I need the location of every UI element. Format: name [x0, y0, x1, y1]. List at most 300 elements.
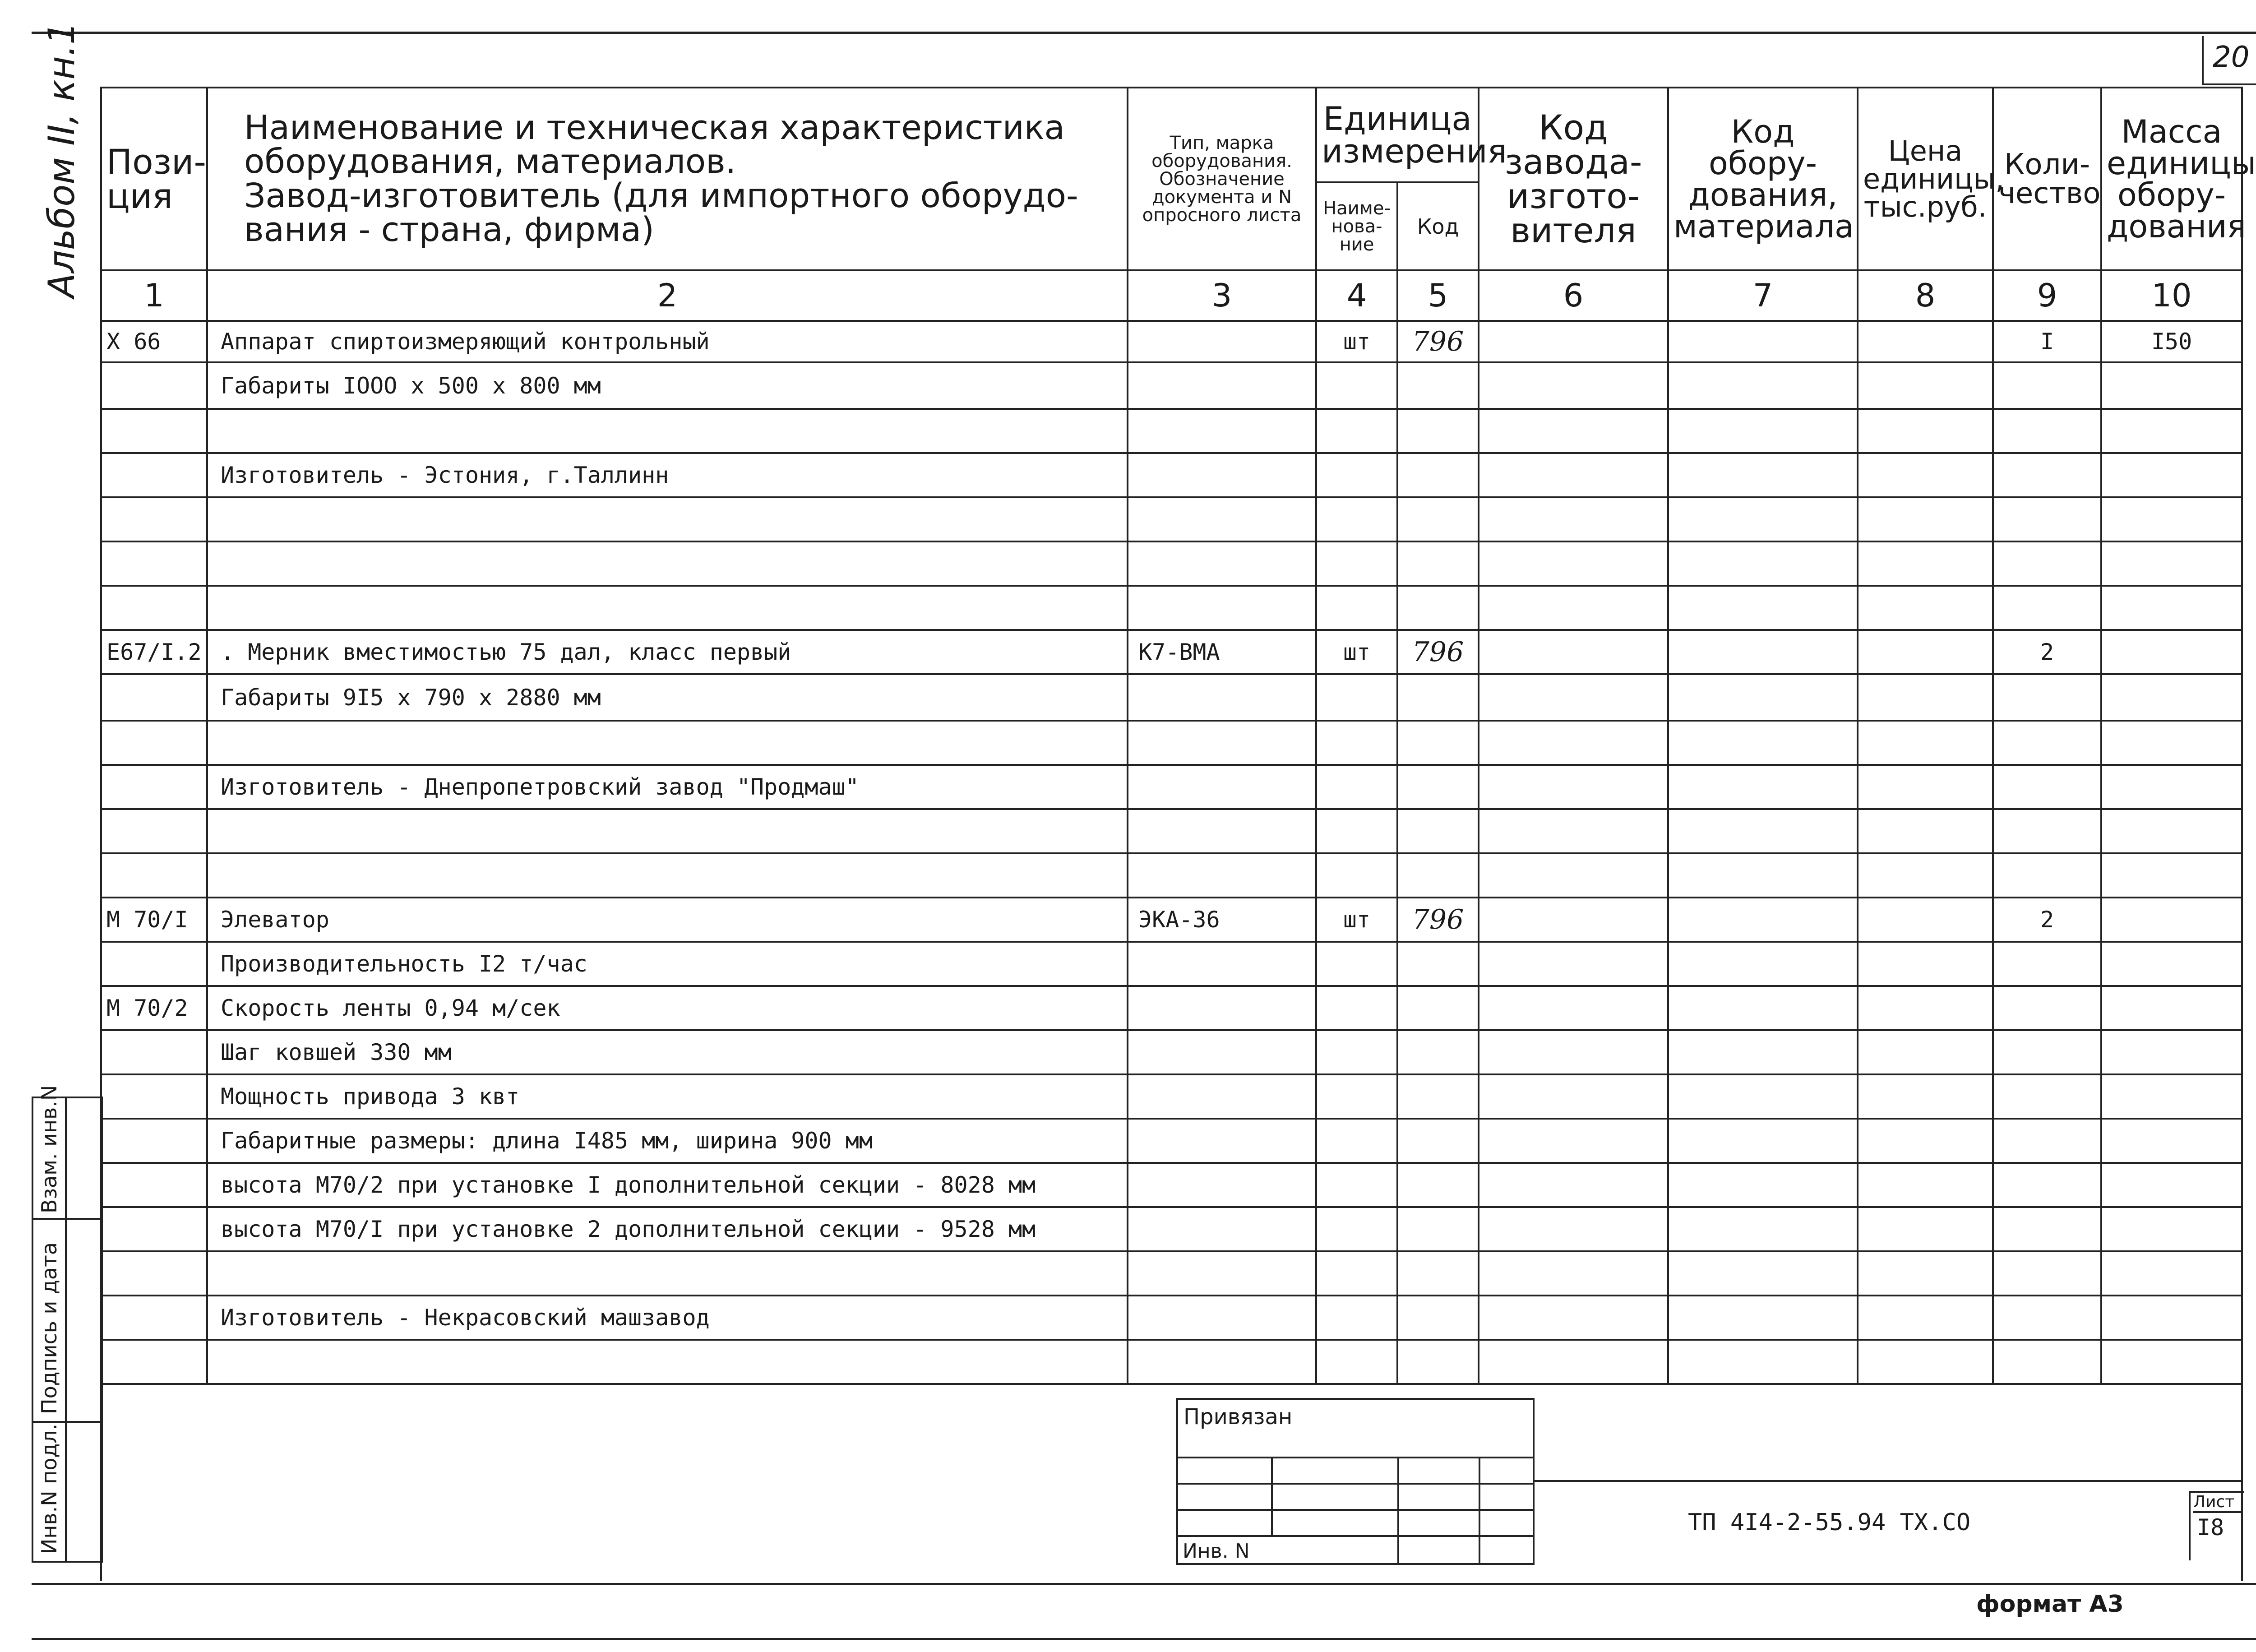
row-equipment-code	[1668, 898, 1858, 942]
specification-table	[100, 87, 2256, 1581]
row-description: Изготовитель - Некрасовский машзавод	[207, 1296, 1128, 1340]
bottom-border	[32, 1583, 2256, 1585]
row-unit-code	[1397, 1251, 1479, 1296]
row-equipment-code	[1668, 541, 1858, 586]
row-equipment-code	[1668, 986, 1858, 1030]
row-factory-code	[1479, 1074, 1668, 1119]
table-row	[101, 453, 2242, 497]
row-price	[1858, 721, 1993, 765]
row-type	[1128, 1119, 1316, 1163]
row-type	[1128, 1163, 1316, 1207]
row-position: M 70/I	[101, 898, 207, 942]
row-position	[101, 453, 207, 497]
row-price	[1858, 1030, 1993, 1074]
header-name-line3: Завод-изготовитель (для импортного оборудо-	[244, 176, 1078, 215]
header-type: Тип, марка оборудования. Обозначение документа и N опросного листа	[1128, 88, 1316, 270]
row-description	[207, 586, 1128, 630]
row-unit	[1316, 853, 1397, 898]
row-position	[101, 1340, 207, 1384]
header-price: Цена единицы, тыс.руб.	[1858, 88, 1993, 270]
row-quantity	[1993, 362, 2101, 409]
row-unit: шт	[1316, 898, 1397, 942]
row-price	[1858, 586, 1993, 630]
row-unit-code: 796	[1397, 630, 1479, 674]
row-unit	[1316, 942, 1397, 986]
col-number-9: 9	[1993, 270, 2101, 321]
row-position	[101, 362, 207, 409]
row-unit-code	[1397, 409, 1479, 453]
row-equipment-code	[1668, 765, 1858, 809]
row-position	[101, 1207, 207, 1251]
row-type	[1128, 765, 1316, 809]
row-equipment-code	[1668, 1207, 1858, 1251]
row-quantity: I	[1993, 321, 2101, 362]
row-mass	[2101, 1207, 2242, 1251]
row-price	[1858, 898, 1993, 942]
row-factory-code	[1479, 721, 1668, 765]
row-equipment-code	[1668, 586, 1858, 630]
row-equipment-code	[1668, 362, 1858, 409]
row-position	[101, 541, 207, 586]
row-quantity	[1993, 586, 2101, 630]
row-mass	[2101, 586, 2242, 630]
row-unit	[1316, 721, 1397, 765]
row-quantity	[1993, 1207, 2101, 1251]
row-unit	[1316, 1296, 1397, 1340]
col-number-6: 6	[1479, 270, 1668, 321]
row-factory-code	[1479, 1251, 1668, 1296]
row-unit-code	[1397, 1074, 1479, 1119]
row-unit-code	[1397, 809, 1479, 853]
row-price	[1858, 1119, 1993, 1163]
row-type	[1128, 1251, 1316, 1296]
row-unit	[1316, 1030, 1397, 1074]
row-position	[101, 1296, 207, 1340]
row-factory-code	[1479, 1163, 1668, 1207]
row-factory-code	[1479, 362, 1668, 409]
row-quantity	[1993, 809, 2101, 853]
row-quantity	[1993, 1340, 2101, 1384]
row-mass	[2101, 497, 2242, 541]
col-number-2: 2	[207, 270, 1128, 321]
row-mass	[2101, 1030, 2242, 1074]
row-description: высота M70/I при установке 2 дополнительной секции - 9528 мм	[207, 1207, 1128, 1251]
row-position	[101, 409, 207, 453]
row-type	[1128, 1296, 1316, 1340]
row-mass	[2101, 1074, 2242, 1119]
header-equipment-code: Код обору-дования, материала	[1668, 88, 1858, 270]
row-price	[1858, 674, 1993, 721]
row-unit-code	[1397, 986, 1479, 1030]
row-position: M 70/2	[101, 986, 207, 1030]
row-description: Габариты IOOO x 500 x 800 мм	[207, 362, 1128, 409]
side-stamp-signature: Подпись и дата	[37, 1242, 61, 1414]
row-equipment-code	[1668, 721, 1858, 765]
row-description	[207, 721, 1128, 765]
row-unit-code	[1397, 721, 1479, 765]
row-factory-code	[1479, 1340, 1668, 1384]
row-type	[1128, 1030, 1316, 1074]
row-position	[101, 497, 207, 541]
row-quantity: 2	[1993, 630, 2101, 674]
title-block	[1533, 1480, 2243, 1565]
row-description	[207, 497, 1128, 541]
top-border	[32, 32, 2256, 34]
row-position	[101, 1030, 207, 1074]
row-quantity	[1993, 453, 2101, 497]
row-equipment-code	[1668, 321, 1858, 362]
row-type	[1128, 1074, 1316, 1119]
specification-rows	[101, 321, 2242, 1384]
row-description: . Мерник вместимостью 75 дал, класс первый	[207, 630, 1128, 674]
table-row	[101, 1251, 2242, 1296]
row-type	[1128, 986, 1316, 1030]
row-price	[1858, 942, 1993, 986]
row-unit-code	[1397, 942, 1479, 986]
row-equipment-code	[1668, 674, 1858, 721]
col-number-5: 5	[1397, 270, 1479, 321]
stamp-attached-box	[1176, 1398, 1535, 1565]
row-description	[207, 541, 1128, 586]
row-type: ЭКА-36	[1128, 898, 1316, 942]
row-mass	[2101, 942, 2242, 986]
row-unit-code	[1397, 674, 1479, 721]
document-code: ТП 4I4-2-55.94 ТХ.СО	[1688, 1509, 1971, 1536]
row-position	[101, 809, 207, 853]
table-row	[101, 721, 2242, 765]
header-name-line1: Наименование и техническая характеристика	[244, 108, 1065, 147]
row-equipment-code	[1668, 630, 1858, 674]
row-unit	[1316, 1163, 1397, 1207]
row-position	[101, 942, 207, 986]
row-description	[207, 1251, 1128, 1296]
row-position	[101, 721, 207, 765]
row-mass	[2101, 986, 2242, 1030]
col-number-1: 1	[101, 270, 207, 321]
row-type	[1128, 721, 1316, 765]
row-price	[1858, 541, 1993, 586]
row-equipment-code	[1668, 1119, 1858, 1163]
side-stamp	[32, 1085, 103, 1563]
row-description	[207, 853, 1128, 898]
row-type	[1128, 409, 1316, 453]
row-price	[1858, 1296, 1993, 1340]
page-bottom-line	[32, 1638, 2256, 1640]
row-price	[1858, 497, 1993, 541]
row-price	[1858, 1074, 1993, 1119]
row-quantity	[1993, 497, 2101, 541]
corner-number-box	[2202, 36, 2256, 85]
table-row	[101, 541, 2242, 586]
row-factory-code	[1479, 986, 1668, 1030]
stamp-inv-label: Инв. N	[1183, 1540, 1250, 1563]
row-unit	[1316, 765, 1397, 809]
row-mass	[2101, 721, 2242, 765]
row-unit	[1316, 453, 1397, 497]
row-unit-code	[1397, 1296, 1479, 1340]
row-quantity	[1993, 942, 2101, 986]
row-factory-code	[1479, 674, 1668, 721]
row-equipment-code	[1668, 809, 1858, 853]
row-position	[101, 586, 207, 630]
row-unit	[1316, 1207, 1397, 1251]
row-quantity	[1993, 721, 2101, 765]
row-description: Габариты 9I5 x 790 x 2880 мм	[207, 674, 1128, 721]
row-unit-code: 796	[1397, 898, 1479, 942]
row-quantity	[1993, 1074, 2101, 1119]
row-quantity	[1993, 1030, 2101, 1074]
row-description: высота M70/2 при установке I дополнительной секции - 8028 мм	[207, 1163, 1128, 1207]
row-mass	[2101, 674, 2242, 721]
table-row	[101, 409, 2242, 453]
row-description	[207, 809, 1128, 853]
row-quantity	[1993, 409, 2101, 453]
row-type: К7-ВМА	[1128, 630, 1316, 674]
row-mass	[2101, 765, 2242, 809]
row-description: Скорость ленты 0,94 м/сек	[207, 986, 1128, 1030]
row-price	[1858, 1251, 1993, 1296]
header-name	[207, 88, 1128, 270]
row-price	[1858, 1340, 1993, 1384]
col-number-3: 3	[1128, 270, 1316, 321]
row-position	[101, 765, 207, 809]
row-type	[1128, 853, 1316, 898]
row-equipment-code	[1668, 1296, 1858, 1340]
table-row	[101, 630, 2242, 674]
row-price	[1858, 765, 1993, 809]
row-factory-code	[1479, 1296, 1668, 1340]
table-row	[101, 942, 2242, 986]
row-mass	[2101, 1296, 2242, 1340]
row-factory-code	[1479, 453, 1668, 497]
format-note: формат А3	[1976, 1591, 2124, 1618]
row-type	[1128, 321, 1316, 362]
row-unit-code	[1397, 453, 1479, 497]
row-unit: шт	[1316, 321, 1397, 362]
table-row	[101, 898, 2242, 942]
side-stamp-inv-orig: Инв.N подл.	[37, 1423, 61, 1554]
row-factory-code	[1479, 630, 1668, 674]
header-name-line2: оборудования, материалов.	[244, 142, 736, 181]
row-description: Мощность привода 3 квт	[207, 1074, 1128, 1119]
row-quantity	[1993, 1163, 2101, 1207]
row-mass	[2101, 809, 2242, 853]
row-description	[207, 1340, 1128, 1384]
table-row	[101, 809, 2242, 853]
row-factory-code	[1479, 497, 1668, 541]
row-mass	[2101, 1340, 2242, 1384]
row-mass	[2101, 409, 2242, 453]
row-unit	[1316, 986, 1397, 1030]
table-row	[101, 986, 2242, 1030]
row-mass	[2101, 453, 2242, 497]
row-position: X 66	[101, 321, 207, 362]
row-equipment-code	[1668, 409, 1858, 453]
table-row	[101, 1207, 2242, 1251]
row-equipment-code	[1668, 942, 1858, 986]
row-factory-code	[1479, 541, 1668, 586]
row-unit	[1316, 674, 1397, 721]
row-quantity	[1993, 541, 2101, 586]
row-price	[1858, 809, 1993, 853]
table-row	[101, 1119, 2242, 1163]
row-unit-code	[1397, 1030, 1479, 1074]
row-type	[1128, 453, 1316, 497]
header-name-line4: вания - страна, фирма)	[244, 210, 654, 249]
col-number-10: 10	[2101, 270, 2242, 321]
row-mass	[2101, 1119, 2242, 1163]
row-price	[1858, 1207, 1993, 1251]
row-type	[1128, 541, 1316, 586]
stamp-attached-label: Привязан	[1183, 1404, 1293, 1430]
row-type	[1128, 674, 1316, 721]
row-factory-code	[1479, 765, 1668, 809]
table-row	[101, 362, 2242, 409]
row-equipment-code	[1668, 1340, 1858, 1384]
row-mass	[2101, 630, 2242, 674]
header-unit-name: Наиме-нова-ние	[1316, 182, 1397, 270]
table-row	[101, 321, 2242, 362]
row-unit-code	[1397, 1207, 1479, 1251]
row-price	[1858, 453, 1993, 497]
table-row	[101, 853, 2242, 898]
row-equipment-code	[1668, 453, 1858, 497]
header-unit-code: Код	[1397, 182, 1479, 270]
row-quantity	[1993, 1251, 2101, 1296]
table-row	[101, 1340, 2242, 1384]
row-type	[1128, 1340, 1316, 1384]
row-type	[1128, 586, 1316, 630]
row-type	[1128, 362, 1316, 409]
row-quantity	[1993, 853, 2101, 898]
row-type	[1128, 497, 1316, 541]
row-price	[1858, 409, 1993, 453]
row-unit-code	[1397, 1119, 1479, 1163]
row-unit-code	[1397, 765, 1479, 809]
header-unit-group: Единица измерения	[1316, 88, 1479, 182]
table-row	[101, 674, 2242, 721]
table-row	[101, 586, 2242, 630]
row-unit	[1316, 1340, 1397, 1384]
row-position	[101, 1119, 207, 1163]
row-position	[101, 1074, 207, 1119]
row-position	[101, 1251, 207, 1296]
row-description: Производительность I2 т/час	[207, 942, 1128, 986]
row-factory-code	[1479, 898, 1668, 942]
row-quantity	[1993, 1119, 2101, 1163]
row-factory-code	[1479, 853, 1668, 898]
row-type	[1128, 1207, 1316, 1251]
row-price	[1858, 1163, 1993, 1207]
row-description	[207, 409, 1128, 453]
row-unit	[1316, 497, 1397, 541]
row-type	[1128, 809, 1316, 853]
row-quantity: 2	[1993, 898, 2101, 942]
table-row	[101, 1296, 2242, 1340]
row-unit-code	[1397, 853, 1479, 898]
row-mass	[2101, 1251, 2242, 1296]
row-description: Шаг ковшей 330 мм	[207, 1030, 1128, 1074]
row-unit-code	[1397, 497, 1479, 541]
row-description: Изготовитель - Днепропетровский завод "Продмаш"	[207, 765, 1128, 809]
row-equipment-code	[1668, 1251, 1858, 1296]
header-mass: Масса единицы обору-дования	[2101, 88, 2242, 270]
col-number-8: 8	[1858, 270, 1993, 321]
row-unit	[1316, 409, 1397, 453]
row-equipment-code	[1668, 1163, 1858, 1207]
row-equipment-code	[1668, 1030, 1858, 1074]
header-quantity: Коли-чество	[1993, 88, 2101, 270]
row-unit	[1316, 1251, 1397, 1296]
row-unit-code	[1397, 586, 1479, 630]
col-number-7: 7	[1668, 270, 1858, 321]
row-price	[1858, 321, 1993, 362]
row-factory-code	[1479, 1030, 1668, 1074]
row-unit	[1316, 1074, 1397, 1119]
row-price	[1858, 853, 1993, 898]
header-factory-code: Код завода-изгото-вителя	[1479, 88, 1668, 270]
row-mass	[2101, 898, 2242, 942]
row-mass	[2101, 853, 2242, 898]
row-description: Габаритные размеры: длина I485 мм, ширина 900 мм	[207, 1119, 1128, 1163]
row-factory-code	[1479, 1207, 1668, 1251]
corner-number: 20	[2213, 41, 2250, 74]
row-unit-code	[1397, 541, 1479, 586]
row-factory-code	[1479, 942, 1668, 986]
row-position	[101, 674, 207, 721]
col-number-4: 4	[1316, 270, 1397, 321]
sheet-label: Лист	[2193, 1493, 2241, 1513]
row-type	[1128, 942, 1316, 986]
row-unit-code: 796	[1397, 321, 1479, 362]
row-mass	[2101, 1163, 2242, 1207]
table-row	[101, 1030, 2242, 1074]
row-unit-code	[1397, 362, 1479, 409]
row-unit	[1316, 362, 1397, 409]
row-factory-code	[1479, 809, 1668, 853]
row-unit-code	[1397, 1340, 1479, 1384]
row-equipment-code	[1668, 853, 1858, 898]
row-mass	[2101, 362, 2242, 409]
sheet-number-box	[2189, 1491, 2244, 1560]
row-quantity	[1993, 674, 2101, 721]
row-price	[1858, 630, 1993, 674]
row-factory-code	[1479, 1119, 1668, 1163]
row-equipment-code	[1668, 497, 1858, 541]
row-unit	[1316, 1119, 1397, 1163]
row-price	[1858, 362, 1993, 409]
row-quantity	[1993, 1296, 2101, 1340]
row-mass	[2101, 541, 2242, 586]
row-equipment-code	[1668, 1074, 1858, 1119]
header-position: Пози-ция	[101, 88, 207, 270]
row-position: E67/I.2	[101, 630, 207, 674]
row-position	[101, 1163, 207, 1207]
row-quantity	[1993, 765, 2101, 809]
row-unit	[1316, 586, 1397, 630]
row-quantity	[1993, 986, 2101, 1030]
row-unit	[1316, 809, 1397, 853]
row-description: Элеватор	[207, 898, 1128, 942]
row-position	[101, 853, 207, 898]
row-mass: I50	[2101, 321, 2242, 362]
row-unit	[1316, 541, 1397, 586]
row-factory-code	[1479, 409, 1668, 453]
table-row	[101, 765, 2242, 809]
row-factory-code	[1479, 321, 1668, 362]
row-price	[1858, 986, 1993, 1030]
table-row	[101, 1163, 2242, 1207]
